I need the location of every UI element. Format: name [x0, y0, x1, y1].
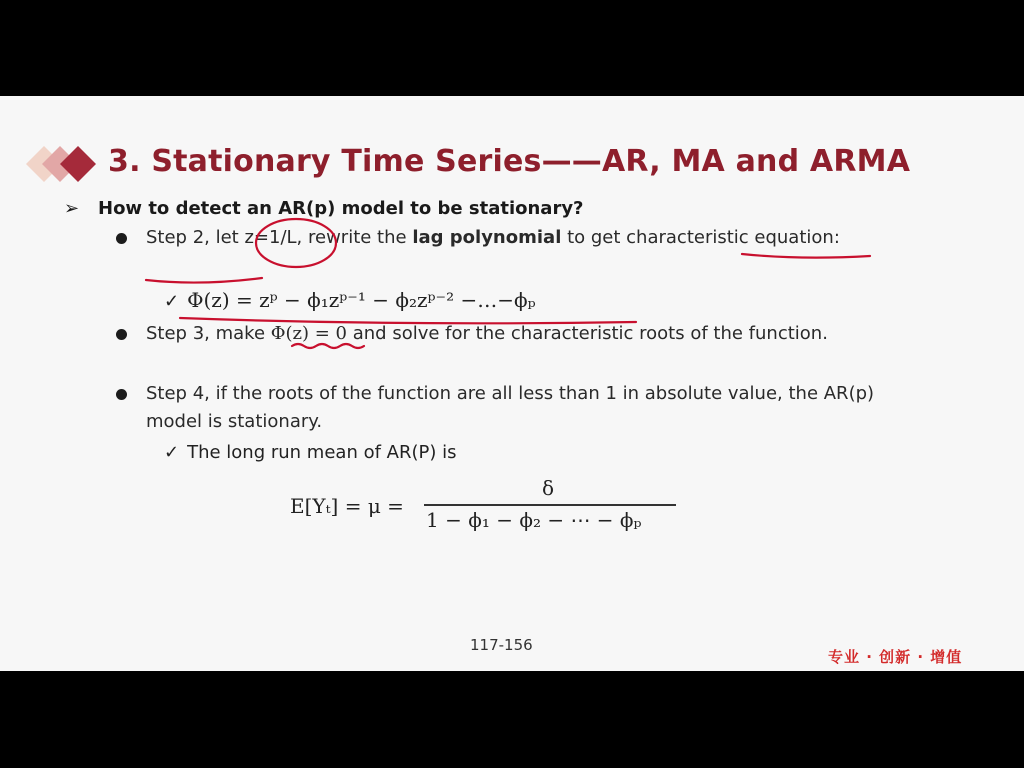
- bullet-dot-icon: [116, 329, 127, 340]
- long-run-mean-label: The long run mean of AR(P) is: [187, 442, 457, 463]
- annotation-underline-equation: [146, 278, 262, 283]
- step-2-text: Step 2, let z=1/L, rewrite the lag polynomial to get characteristic equation:: [146, 227, 840, 248]
- bullet-dot-icon: [116, 233, 127, 244]
- circled-substitution: z=1/L: [244, 227, 297, 248]
- mean-formula-denominator: 1 − ϕ₁ − ϕ₂ − ⋯ − ϕₚ: [426, 508, 642, 532]
- mean-formula-numerator: δ: [542, 476, 555, 500]
- question-text: How to detect an AR(p) model to be stationary?: [98, 198, 584, 219]
- arrow-bullet-icon: ➢: [64, 198, 80, 219]
- page-number: 117-156: [470, 636, 533, 654]
- annotation-underline-characteristic: [742, 254, 870, 258]
- slide-title: 3. Stationary Time Series——AR, MA and ARMA: [108, 144, 911, 179]
- step-2-item: [116, 224, 916, 252]
- title-row: [0, 136, 1024, 190]
- lag-polynomial-term: lag polynomial: [412, 227, 562, 248]
- slide: [0, 96, 1024, 671]
- check-mark-icon: ✓: [164, 291, 180, 312]
- step-4-text: Step 4, if the roots of the function are all less than 1 in absolute value, the AR(p) model is stationary.: [146, 383, 875, 432]
- brand-slogan: 专业 · 创新 · 增值: [828, 648, 963, 666]
- step-3-item: [116, 320, 916, 348]
- check-mark-icon: ✓: [164, 442, 180, 463]
- characteristic-equation-text: Φ(z) = zᵖ − ϕ₁zᵖ⁻¹ − ϕ₂zᵖ⁻² −…−ϕₚ: [187, 288, 536, 312]
- long-run-mean-item: [164, 442, 456, 463]
- phi-equals-zero: Φ(z) = 0: [270, 323, 348, 344]
- mean-formula-lhs: E[Yₜ] = μ =: [290, 494, 404, 518]
- step-4-item: [116, 380, 916, 436]
- bullet-dot-icon: [116, 389, 127, 400]
- step-3-text: Step 3, make Φ(z) = 0 and solve for the characteristic roots of the function.: [146, 323, 828, 344]
- fraction-bar: [424, 504, 676, 506]
- characteristic-equation: [164, 288, 536, 312]
- diamond-bullets-icon: [26, 144, 106, 184]
- long-run-mean-formula: [290, 476, 690, 536]
- question-heading: [64, 198, 584, 219]
